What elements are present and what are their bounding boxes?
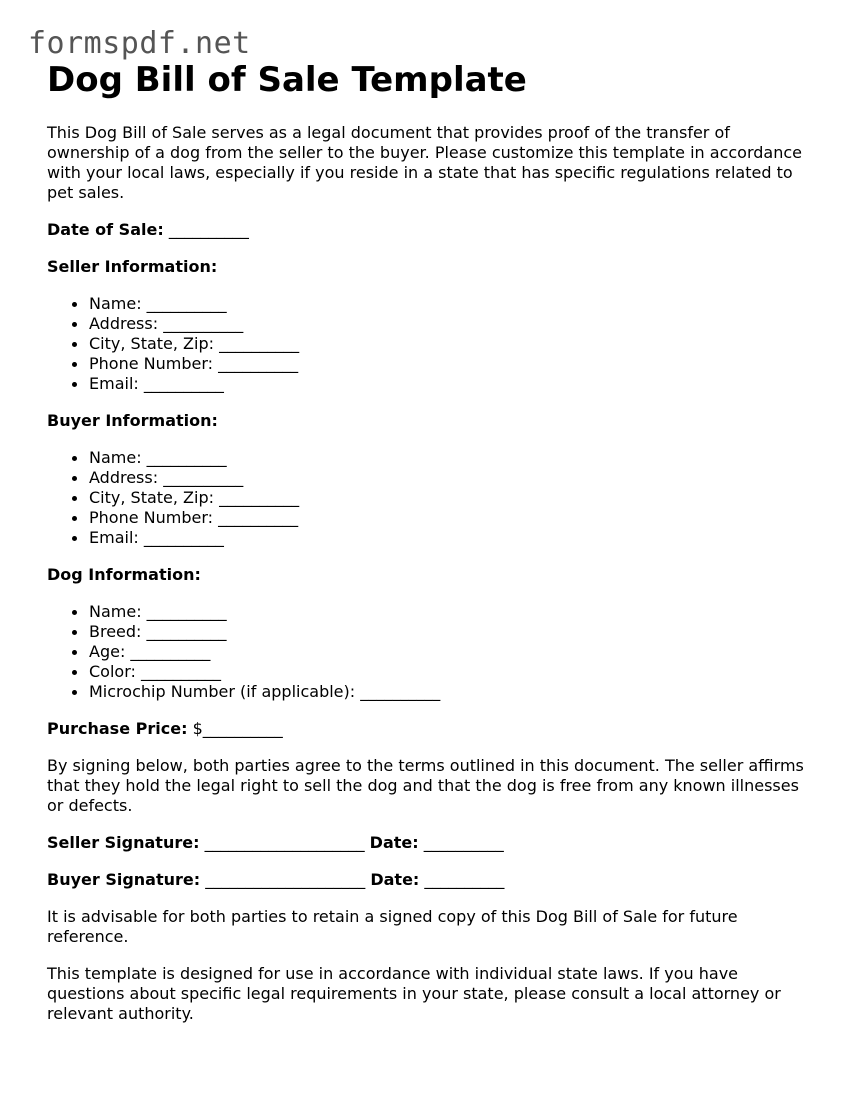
document-page [47, 58, 817, 1024]
dog-age-field[interactable]: Age: __________ [89, 642, 817, 662]
buyer-signature-blank[interactable]: ____________________ [205, 870, 366, 889]
seller-email-field[interactable]: Email: __________ [89, 374, 817, 394]
buyer-signature-line [47, 870, 817, 890]
seller-city-state-zip-field[interactable]: City, State, Zip: __________ [89, 334, 817, 354]
buyer-email-field[interactable]: Email: __________ [89, 528, 817, 548]
seller-section-heading: Seller Information: [47, 257, 218, 276]
seller-signature-line [47, 833, 817, 853]
buyer-date-label: Date: [370, 870, 420, 889]
dog-microchip-field[interactable]: Microchip Number (if applicable): __________ [89, 682, 817, 702]
seller-date-label: Date: [369, 833, 419, 852]
advisory-paragraph: It is advisable for both parties to retain a signed copy of this Dog Bill of Sale for future reference. [47, 907, 738, 946]
seller-name-field[interactable]: Name: __________ [89, 294, 817, 314]
purchase-price-label: Purchase Price: [47, 719, 188, 738]
document-title: Dog Bill of Sale Template [47, 60, 527, 100]
agreement-paragraph: By signing below, both parties agree to the terms outlined in this document. The seller affirms that they hold the legal right to sell the dog and that the dog is free from any known illnesses or defects. [47, 756, 804, 815]
seller-date-blank[interactable]: __________ [423, 833, 504, 852]
buyer-city-state-zip-field[interactable]: City, State, Zip: __________ [89, 488, 817, 508]
buyer-signature-label: Buyer Signature: [47, 870, 201, 889]
buyer-phone-field[interactable]: Phone Number: __________ [89, 508, 817, 528]
dog-section-heading: Dog Information: [47, 565, 201, 584]
seller-info-list [47, 294, 817, 394]
seller-signature-label: Seller Signature: [47, 833, 200, 852]
seller-address-field[interactable]: Address: __________ [89, 314, 817, 334]
buyer-info-list [47, 448, 817, 548]
buyer-section-heading: Buyer Information: [47, 411, 218, 430]
buyer-address-field[interactable]: Address: __________ [89, 468, 817, 488]
disclaimer-paragraph: This template is designed for use in accordance with individual state laws. If you have questions about specific legal requirements in your state, please consult a local attorney or relevant authority. [47, 964, 781, 1023]
seller-phone-field[interactable]: Phone Number: __________ [89, 354, 817, 374]
purchase-price-field [47, 719, 817, 739]
date-of-sale-blank[interactable]: __________ [168, 220, 249, 239]
dog-info-list [47, 602, 817, 702]
intro-paragraph: This Dog Bill of Sale serves as a legal document that provides proof of the transfer of ownership of a dog from the seller to the buyer. Please customize this template in accordance with your local laws, especially if you reside in a state that has specific regulations related to pet sales. [47, 123, 803, 202]
site-watermark: formspdf.net [28, 26, 251, 61]
seller-signature-blank[interactable]: ____________________ [204, 833, 365, 852]
buyer-name-field[interactable]: Name: __________ [89, 448, 817, 468]
dog-name-field[interactable]: Name: __________ [89, 602, 817, 622]
dog-breed-field[interactable]: Breed: __________ [89, 622, 817, 642]
buyer-date-blank[interactable]: __________ [424, 870, 505, 889]
dog-color-field[interactable]: Color: __________ [89, 662, 817, 682]
date-of-sale-label: Date of Sale: [47, 220, 164, 239]
purchase-price-blank[interactable]: $__________ [192, 719, 283, 738]
date-of-sale-field [47, 220, 817, 240]
